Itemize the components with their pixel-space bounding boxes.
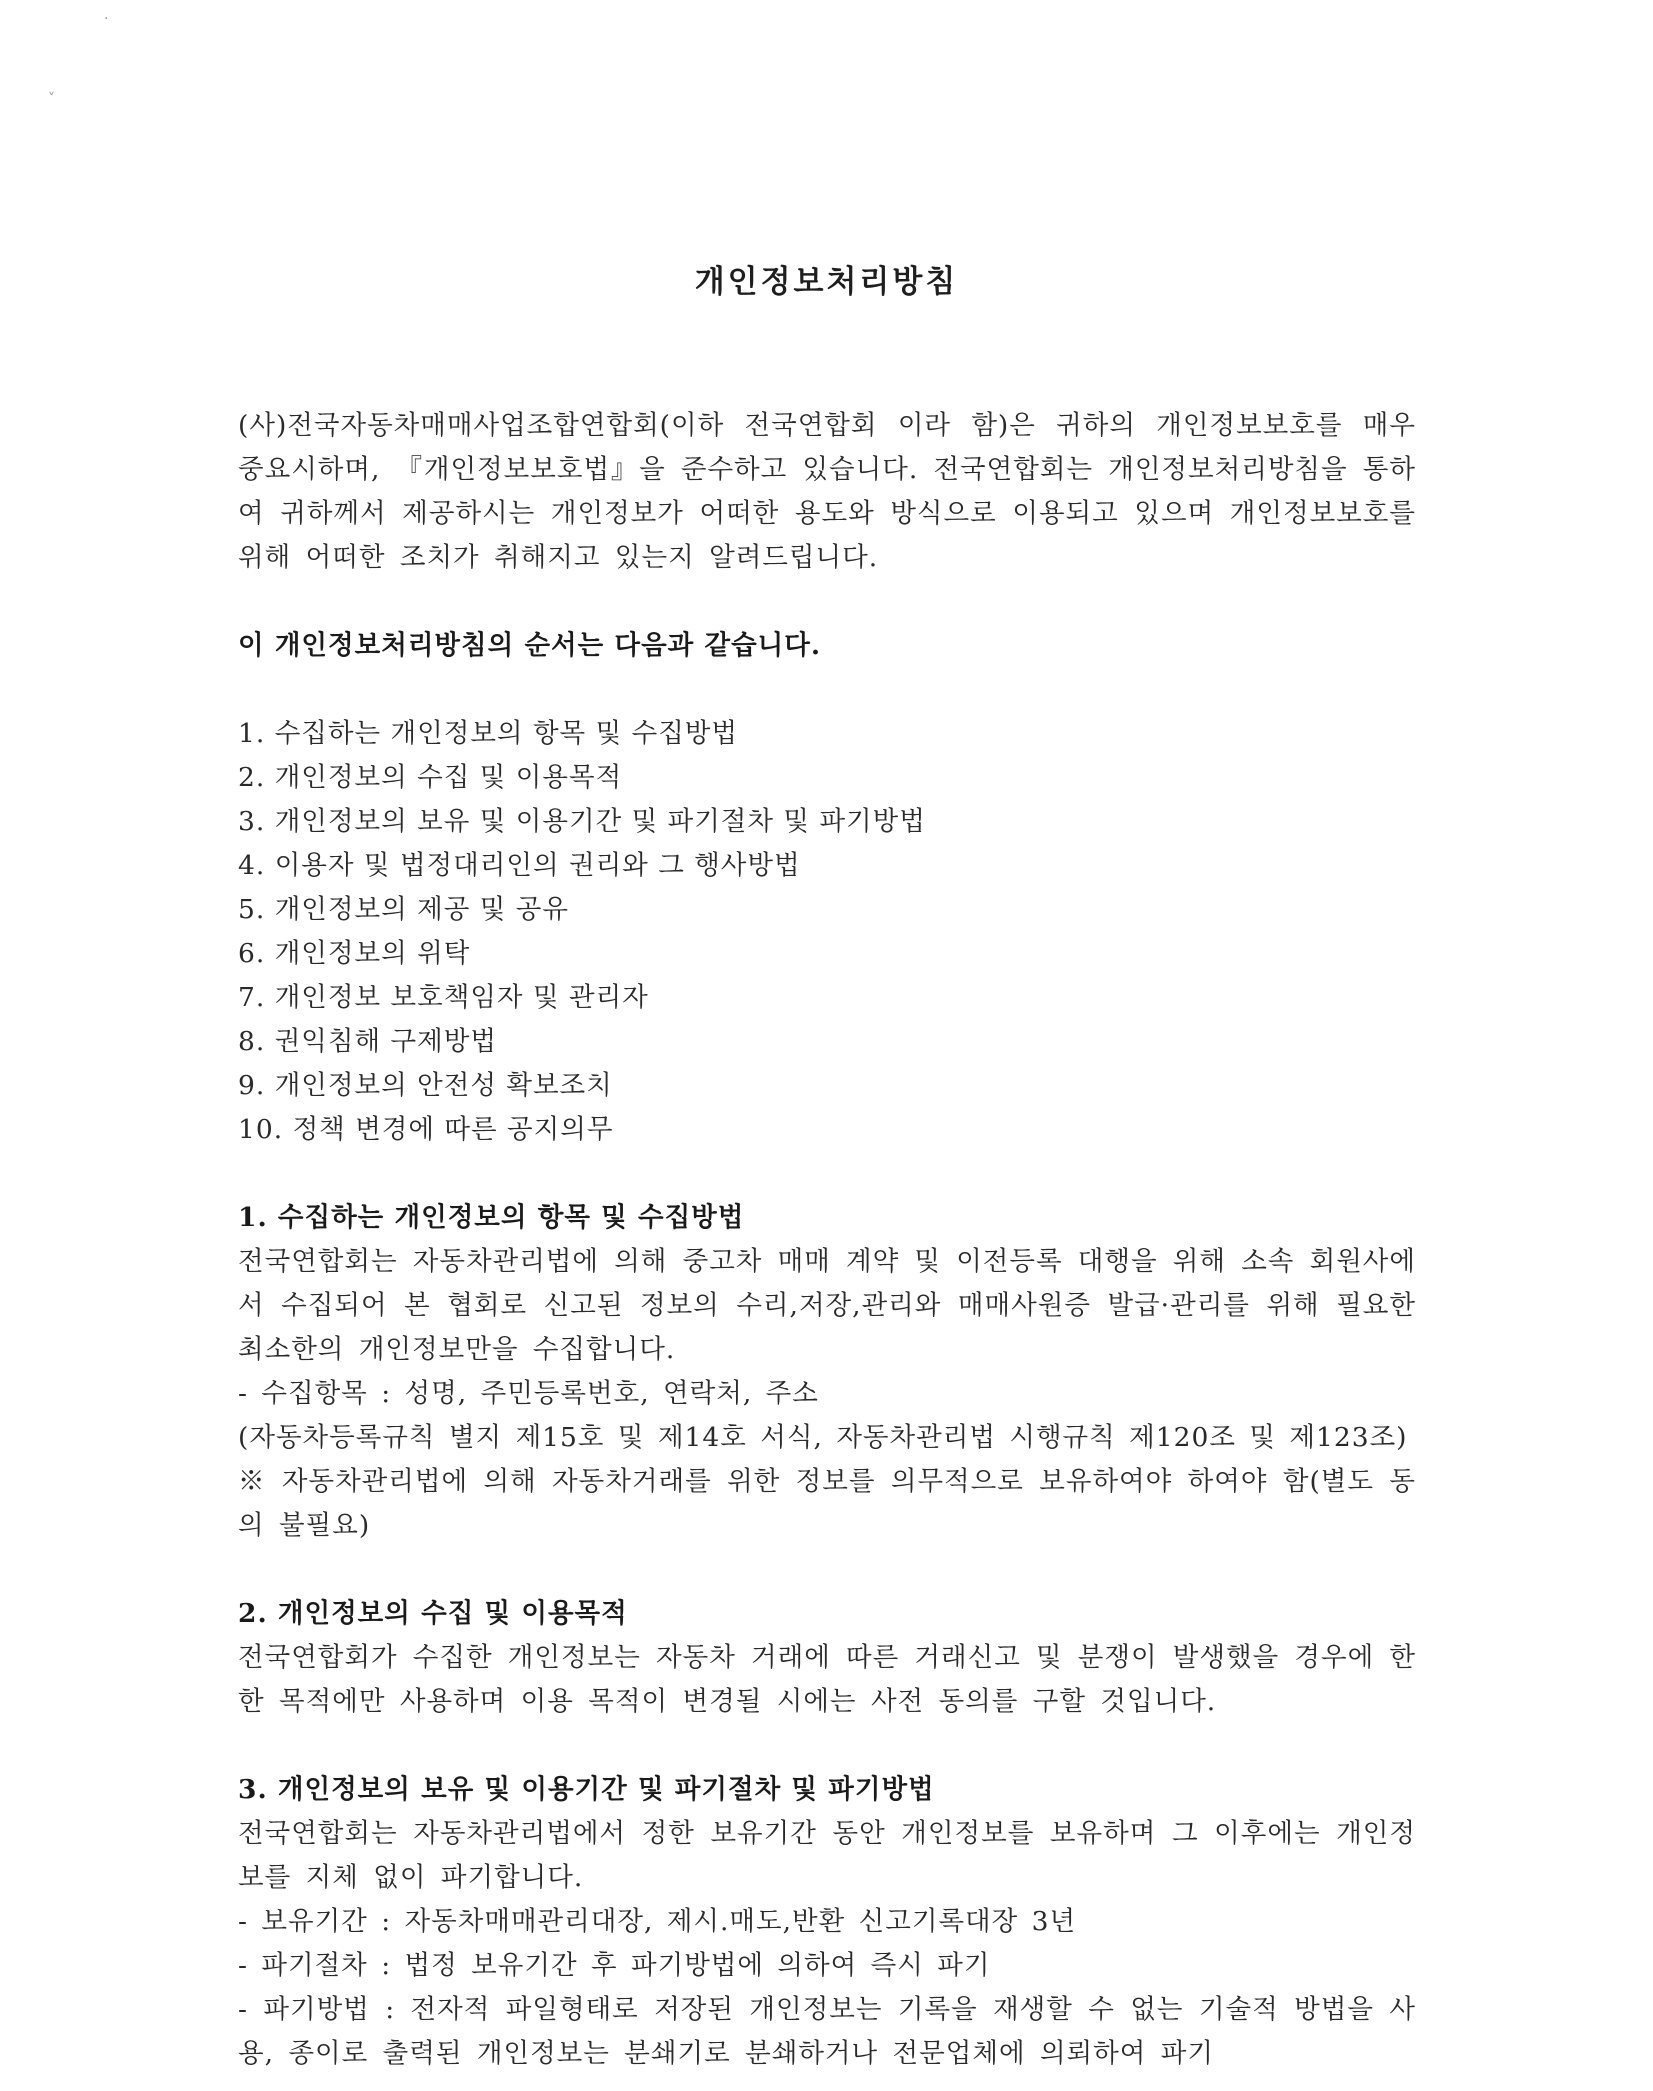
- toc-item: 1. 수집하는 개인정보의 항목 및 수집방법: [238, 718, 738, 749]
- document-body: [238, 404, 1416, 2076]
- table-of-contents: [238, 712, 1416, 1152]
- toc-item: 7. 개인정보 보호책임자 및 관리자: [238, 982, 649, 1013]
- section3-body: 전국연합회는 자동차관리법에서 정한 보유기간 동안 개인정보를 보유하며 그 이후에는 개인정보를 지체 없이 파기합니다.: [238, 1818, 1416, 1893]
- toc-heading: 이 개인정보처리방침의 순서는 다음과 같습니다.: [238, 630, 822, 661]
- section2-body: 전국연합회가 수집한 개인정보는 자동차 거래에 따른 거래신고 및 분쟁이 발생했을 경우에 한한 목적에만 사용하며 이용 목적이 변경될 시에는 사전 동의를 구할 것입니다.: [238, 1642, 1416, 1717]
- toc-item: 4. 이용자 및 법정대리인의 권리와 그 행사방법: [238, 850, 801, 881]
- section1-note: ※ 자동차관리법에 의해 자동차거래를 위한 정보를 의무적으로 보유하여야 하여야 함(별도 동의 불필요): [238, 1466, 1416, 1541]
- section1-legal: (자동차등록규칙 별지 제15호 및 제14호 서식, 자동차관리법 시행규칙 제120조 및 제123조): [238, 1422, 1408, 1453]
- toc-item: 2. 개인정보의 수집 및 이용목적: [238, 762, 623, 793]
- document-title: 개인정보처리방침: [694, 264, 959, 300]
- toc-item: 10. 정책 변경에 따른 공지의무: [238, 1114, 614, 1145]
- toc-item: 8. 권익침해 구제방법: [238, 1026, 497, 1057]
- section3-retention: - 보유기간 : 자동차매매관리대장, 제시.매도,반환 신고기록대장 3년: [238, 1906, 1077, 1937]
- intro-paragraph: (사)전국자동차매매사업조합연합회(이하 전국연합회 이라 함)은 귀하의 개인정보보호를 매우 중요시하며, 『개인정보보호법』을 준수하고 있습니다. 전국연합회는 개인정보처리방침을 통하여 귀하께서 제공하시는 개인정보가 어떠한 용도와 방식으로 이용되고 있으며 개인정보보호를 위해 어떠한 조치가 취해지고 있는지 알려드립니다.: [238, 410, 1416, 573]
- section2-heading: 2. 개인정보의 수집 및 이용목적: [238, 1598, 628, 1629]
- toc-item: 5. 개인정보의 제공 및 공유: [238, 894, 569, 925]
- section3-procedure: - 파기절차 : 법정 보유기간 후 파기방법에 의하여 즉시 파기: [238, 1950, 991, 1981]
- scan-speck: ˅: [48, 91, 55, 107]
- scan-speck: ·: [104, 11, 109, 27]
- section1-heading: 1. 수집하는 개인정보의 항목 및 수집방법: [238, 1202, 745, 1233]
- toc-item: 3. 개인정보의 보유 및 이용기간 및 파기절차 및 파기방법: [238, 806, 926, 837]
- section3-heading: 3. 개인정보의 보유 및 이용기간 및 파기절차 및 파기방법: [238, 1774, 935, 1805]
- section3-method: - 파기방법 : 전자적 파일형태로 저장된 개인정보는 기록을 재생할 수 없는 기술적 방법을 사용, 종이로 출력된 개인정보는 분쇄기로 분쇄하거나 전문업체에 의뢰하여 파기: [238, 1994, 1416, 2069]
- toc-item: 9. 개인정보의 안전성 확보조치: [238, 1070, 613, 1101]
- toc-item: 6. 개인정보의 위탁: [238, 938, 471, 969]
- section1-items: - 수집항목 : 성명, 주민등록번호, 연락처, 주소: [238, 1378, 819, 1409]
- section1-body: 전국연합회는 자동차관리법에 의해 중고차 매매 계약 및 이전등록 대행을 위해 소속 회원사에서 수집되어 본 협회로 신고된 정보의 수리,저장,관리와 매매사원증 발급·관리를 위해 필요한 최소한의 개인정보만을 수집합니다.: [238, 1246, 1416, 1365]
